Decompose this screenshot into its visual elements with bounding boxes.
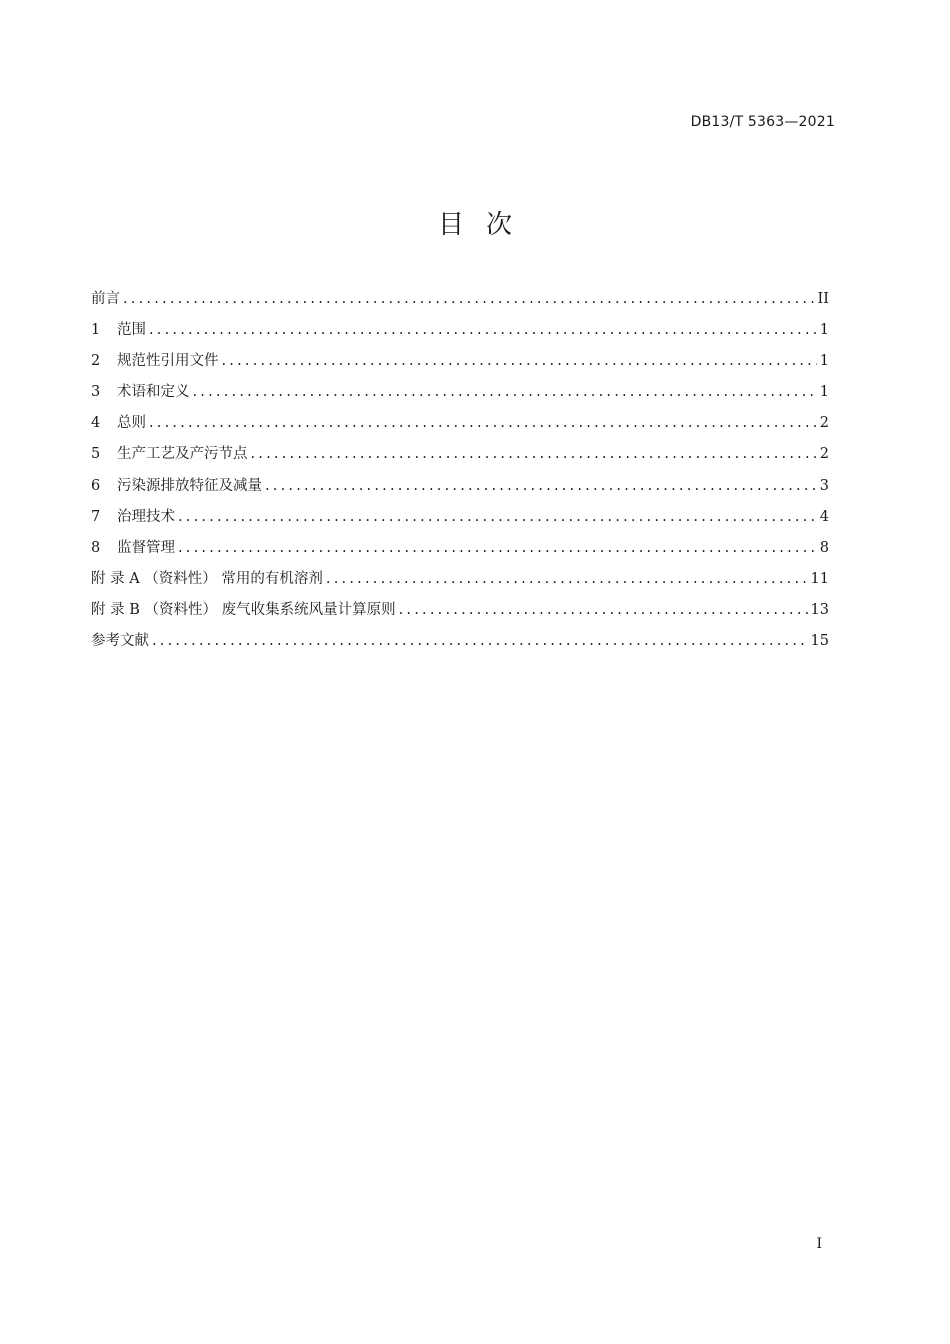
toc-entry-3[interactable] — [91, 380, 829, 411]
toc-entry-7[interactable] — [91, 505, 829, 536]
toc-dot-leader — [178, 509, 817, 525]
toc-entry-2[interactable] — [91, 349, 829, 380]
toc-entry-6[interactable] — [91, 474, 829, 505]
toc-entry-page: 2 — [819, 446, 829, 463]
table-of-contents — [91, 287, 829, 660]
toc-entry-foreword[interactable] — [91, 287, 829, 318]
toc-entry-page: 13 — [810, 601, 829, 618]
toc-entry-number: 7 — [91, 508, 101, 525]
toc-entry-page: 1 — [819, 353, 829, 370]
toc-entry-number: 6 — [91, 477, 101, 494]
page-number: I — [816, 1236, 822, 1252]
toc-entry-number: 3 — [91, 384, 101, 401]
toc-entry-5[interactable] — [91, 442, 829, 473]
toc-entry-page: II — [817, 291, 829, 307]
toc-entry-page: 1 — [819, 384, 829, 401]
toc-entry-label: 监督管理 — [117, 539, 175, 556]
toc-entry-4[interactable] — [91, 411, 829, 442]
toc-entry-page: 4 — [819, 508, 829, 525]
page-title: 目次 — [437, 210, 534, 240]
toc-entry-label: 范围 — [117, 322, 146, 339]
toc-entry-label: 参考文献 — [91, 633, 149, 650]
toc-entry-8[interactable] — [91, 536, 829, 567]
toc-dot-leader — [399, 602, 808, 618]
toc-entry-references[interactable] — [91, 629, 829, 660]
toc-dot-leader — [149, 322, 817, 338]
toc-entry-appendix-a[interactable] — [91, 567, 829, 598]
toc-dot-leader — [123, 291, 815, 307]
toc-dot-leader — [152, 633, 808, 649]
toc-entry-label: 附 录 A （资料性） 常用的有机溶剂 — [91, 570, 323, 587]
toc-entry-page: 8 — [819, 539, 829, 556]
toc-dot-leader — [326, 571, 808, 587]
toc-entry-page: 1 — [819, 322, 829, 339]
toc-dot-leader — [251, 446, 817, 462]
toc-entry-number: 8 — [91, 539, 101, 556]
toc-entry-label: 前言 — [91, 291, 120, 307]
document-code: DB13/T 5363—2021 — [690, 114, 835, 130]
toc-dot-leader — [222, 353, 817, 369]
toc-entry-label: 治理技术 — [117, 508, 175, 525]
toc-entry-label: 附 录 B （资料性） 废气收集系统风量计算原则 — [91, 601, 396, 618]
toc-entry-label: 规范性引用文件 — [117, 353, 219, 370]
toc-dot-leader — [265, 478, 817, 494]
toc-entry-number: 2 — [91, 353, 101, 370]
toc-entry-label: 总则 — [117, 415, 146, 432]
toc-entry-label: 术语和定义 — [117, 384, 190, 401]
toc-entry-number: 4 — [91, 415, 101, 432]
toc-entry-page: 11 — [810, 570, 829, 587]
toc-entry-number: 1 — [91, 322, 101, 339]
toc-entry-page: 2 — [819, 415, 829, 432]
toc-dot-leader — [193, 384, 817, 400]
toc-entry-label: 污染源排放特征及减量 — [117, 477, 262, 494]
toc-entry-number: 5 — [91, 446, 101, 463]
toc-entry-label: 生产工艺及产污节点 — [117, 446, 248, 463]
toc-dot-leader — [178, 540, 817, 556]
toc-dot-leader — [149, 415, 817, 431]
toc-entry-appendix-b[interactable] — [91, 598, 829, 629]
toc-entry-page: 15 — [810, 633, 829, 650]
toc-entry-1[interactable] — [91, 318, 829, 349]
toc-entry-page: 3 — [819, 477, 829, 494]
